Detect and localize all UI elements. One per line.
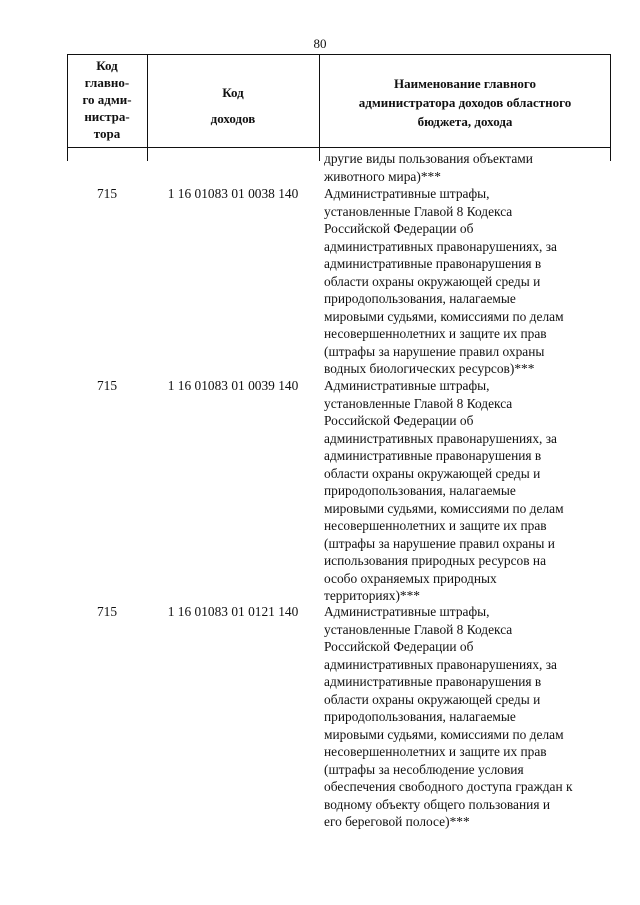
row-3-income-code: 1 16 01083 01 0121 140 <box>167 604 299 619</box>
row-2-income-code: 1 16 01083 01 0039 140 <box>167 378 299 393</box>
header-admin-code: Код главно- го адми- нистра- тора <box>82 58 132 141</box>
row-1-admin-code: 715 <box>96 186 118 201</box>
row-3-admin-code: 715 <box>96 604 118 619</box>
row-3-name: Административные штрафы, установленные Главой 8 Кодекса Российской Федерации об административных правонарушениях, за административные правонарушения в области охраны окружающей среды и природопользования, налагаемые мировыми судьями, комиссиями по делам несовершеннолетних и защите их прав (штрафы за несоблюдение условия обеспечения свободного доступа граждан к водному объекту общего пользования и его береговой полосе)*** <box>324 604 573 829</box>
header-income-code: Код доходов <box>210 85 256 126</box>
header-bottom-border <box>67 147 611 148</box>
continuation-text: другие виды пользования объектами животного мира)*** <box>324 151 533 184</box>
page-number: 80 <box>313 36 327 51</box>
row-2-admin-code: 715 <box>96 378 118 393</box>
header-top-border <box>67 54 611 55</box>
row-1-income-code: 1 16 01083 01 0038 140 <box>167 186 299 201</box>
row-2-name: Административные штрафы, установленные Главой 8 Кодекса Российской Федерации об административных правонарушениях, за административные правонарушения в области охраны окружающей среды и природопользования, налагаемые мировыми судьями, комиссиями по делам несовершеннолетних и защите их прав (штрафы за нарушение правил охраны и использования природных ресурсов на особо охраняемых природных территориях)*** <box>324 378 564 603</box>
row-1-name: Административные штрафы, установленные Главой 8 Кодекса Российской Федерации об административных правонарушениях, за административные правонарушения в области охраны окружающей среды и природопользования, налагаемые мировыми судьями, комиссиями по делам несовершеннолетних и защите их прав (штрафы за нарушение правил охраны водных биологических ресурсов)*** <box>324 186 564 376</box>
header-name: Наименование главного администратора доходов областного бюджета, дохода <box>358 76 572 129</box>
